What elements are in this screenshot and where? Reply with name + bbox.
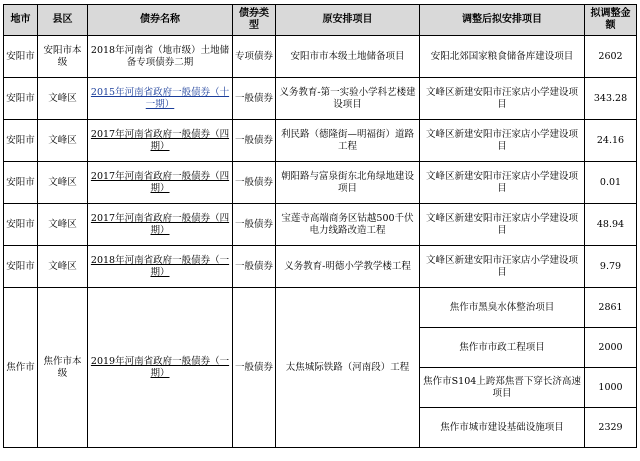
cell-amount: 48.94 [585, 204, 637, 246]
cell-original-project: 义务教育-第一实验小学科艺楼建设项目 [276, 78, 420, 120]
table-row [4, 204, 637, 246]
cell-bond-type: 一般债券 [233, 288, 276, 448]
cell-bond-type: 专项债券 [233, 36, 276, 78]
cell-adjusted-project: 焦作市城市建设基础设施项目 [420, 408, 585, 448]
cell-amount: 2602 [585, 36, 637, 78]
cell-amount: 2329 [585, 408, 637, 448]
cell-original-project: 宝莲寺高端商务区钴越500千伏电力线路改造工程 [276, 204, 420, 246]
cell-bond-type: 一般债券 [233, 120, 276, 162]
cell-adjusted-project: 焦作市黑臭水体整治项目 [420, 288, 585, 328]
cell-adjusted-project: 文峰区新建安阳市汪家店小学建设项目 [420, 78, 585, 120]
cell-original-project: 利民路（德隆街—明福街）道路工程 [276, 120, 420, 162]
cell-adjusted-project: 文峰区新建安阳市汪家店小学建设项目 [420, 162, 585, 204]
cell-county: 文峰区 [38, 78, 88, 120]
cell-region: 安阳市 [4, 36, 38, 78]
cell-bond-name: 2018年河南省（地市级）土地储备专项债券二期 [88, 36, 233, 78]
cell-amount: 2861 [585, 288, 637, 328]
cell-amount: 0.01 [585, 162, 637, 204]
header-amount: 拟调整金额 [585, 5, 637, 36]
cell-original-project: 义务教育-明德小学教学楼工程 [276, 246, 420, 288]
cell-region: 焦作市 [4, 288, 38, 448]
cell-amount: 343.28 [585, 78, 637, 120]
cell-amount: 9.79 [585, 246, 637, 288]
cell-region: 安阳市 [4, 204, 38, 246]
cell-amount: 2000 [585, 328, 637, 368]
cell-bond-type: 一般债券 [233, 204, 276, 246]
cell-adjusted-project: 焦作市市政工程项目 [420, 328, 585, 368]
cell-bond-name-link[interactable]: 2019年河南省政府一般债券（一期） [88, 288, 233, 448]
cell-region: 安阳市 [4, 246, 38, 288]
cell-region: 安阳市 [4, 162, 38, 204]
table-row [4, 162, 637, 204]
header-bond-type: 债券类型 [233, 5, 276, 36]
cell-adjusted-project: 焦作市S104上跨郑焦晋下穿长济高速项目 [420, 368, 585, 408]
cell-original-project: 朝阳路与富泉街东北角绿地建设项目 [276, 162, 420, 204]
cell-bond-name-link[interactable]: 2017年河南省政府一般债券（四期） [88, 162, 233, 204]
cell-region: 安阳市 [4, 78, 38, 120]
table-row [4, 120, 637, 162]
cell-region: 安阳市 [4, 120, 38, 162]
cell-bond-type: 一般债券 [233, 246, 276, 288]
cell-county: 焦作市本级 [38, 288, 88, 448]
cell-county: 文峰区 [38, 204, 88, 246]
cell-bond-name-link[interactable]: 2017年河南省政府一般债券（四期） [88, 120, 233, 162]
table-row [4, 288, 637, 328]
table-row [4, 78, 637, 120]
cell-original-project: 安阳市市本级土地储备项目 [276, 36, 420, 78]
cell-bond-name-link[interactable]: 2017年河南省政府一般债券（四期） [88, 204, 233, 246]
cell-adjusted-project: 文峰区新建安阳市汪家店小学建设项目 [420, 120, 585, 162]
table-row [4, 36, 637, 78]
cell-county: 文峰区 [38, 246, 88, 288]
cell-adjusted-project: 安阳北郊国家粮食储备库建设项目 [420, 36, 585, 78]
cell-county: 文峰区 [38, 120, 88, 162]
cell-county: 文峰区 [38, 162, 88, 204]
header-adjusted-project: 调整后拟安排项目 [420, 5, 585, 36]
cell-bond-name-link[interactable]: 2015年河南省政府一般债券（十一期） [88, 78, 233, 120]
header-bond-name: 债券名称 [88, 5, 233, 36]
cell-original-project: 太焦城际铁路（河南段）工程 [276, 288, 420, 448]
cell-adjusted-project: 文峰区新建安阳市汪家店小学建设项目 [420, 246, 585, 288]
header-region: 地市 [4, 5, 38, 36]
header-county: 县区 [38, 5, 88, 36]
cell-adjusted-project: 文峰区新建安阳市汪家店小学建设项目 [420, 204, 585, 246]
cell-amount: 24.16 [585, 120, 637, 162]
cell-county: 安阳市本级 [38, 36, 88, 78]
header-original-project: 原安排项目 [276, 5, 420, 36]
cell-bond-name-link[interactable]: 2018年河南省政府一般债券（一期） [88, 246, 233, 288]
cell-bond-type: 一般债券 [233, 162, 276, 204]
cell-bond-type: 一般债券 [233, 78, 276, 120]
table-row [4, 246, 637, 288]
cell-amount: 1000 [585, 368, 637, 408]
bond-adjustment-table [3, 4, 637, 448]
